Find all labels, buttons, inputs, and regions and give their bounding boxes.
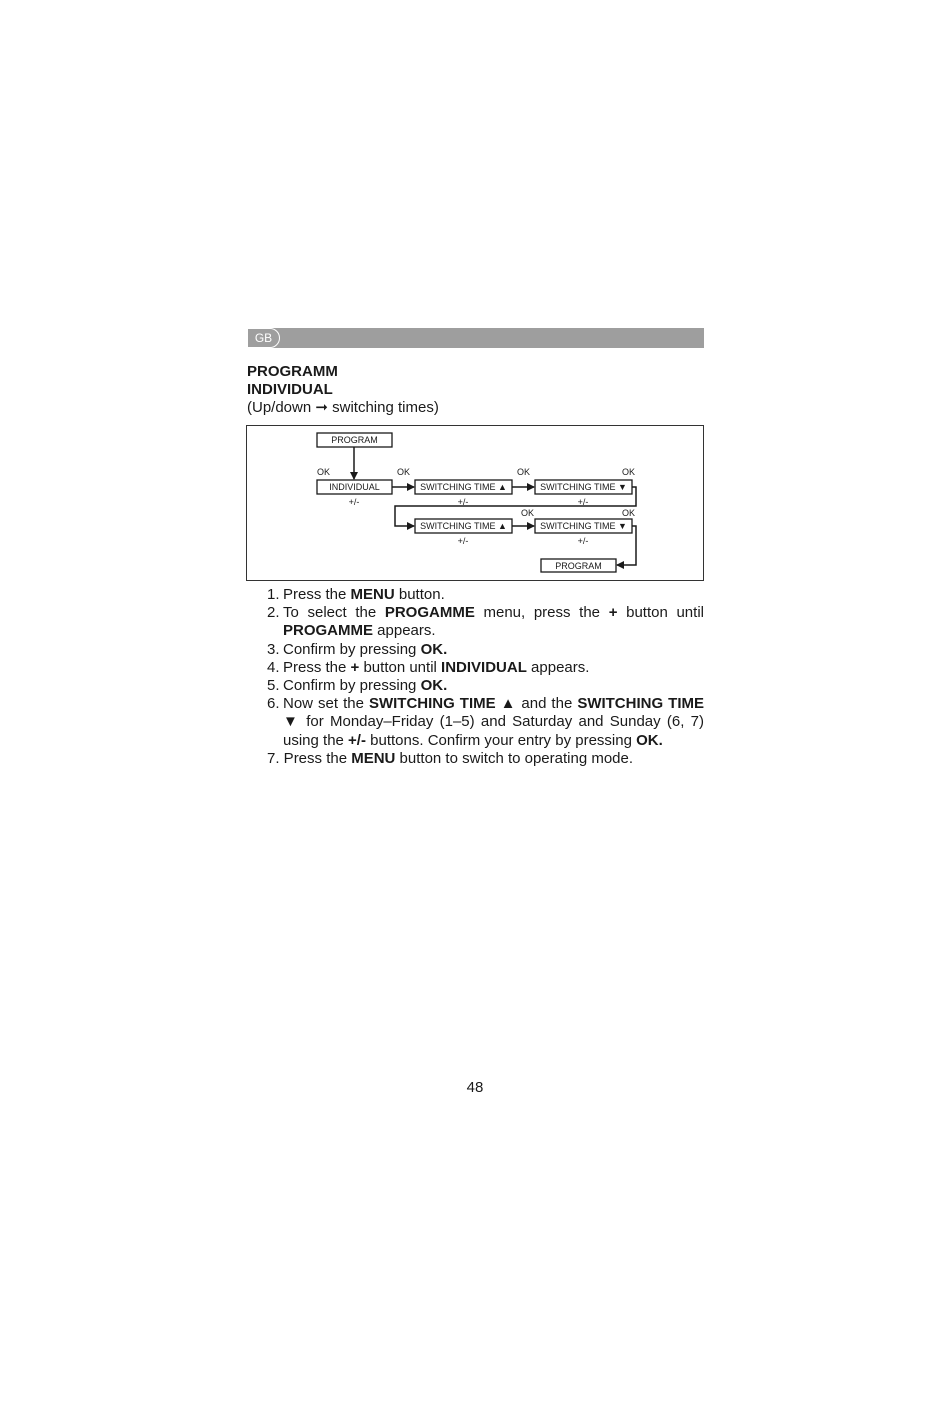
right-arrow-icon: ➞ (315, 399, 328, 416)
ok-label: OK (397, 467, 411, 477)
ok-label: OK (521, 508, 535, 518)
section-title-line1: PROGRAMM (247, 363, 338, 380)
program-flow-diagram (246, 425, 704, 581)
step-6: 6. Now set the SWITCHING TIME ▲ and the SWITCHING TIME ▼ for Monday–Friday (1–5) and Saturday and Sunday (6, 7) using the +/- buttons. Confirm your entry by pressing OK. (267, 695, 705, 749)
switching-up-label-row2: SWITCHING TIME ▲ (420, 521, 507, 531)
ok-label: OK (622, 508, 636, 518)
step-7: 7. Press the MENU button to switch to operating mode. (267, 749, 634, 767)
step-4: 4. Press the + button until INDIVIDUAL appears. (267, 658, 590, 676)
program-bottom-label: PROGRAM (555, 561, 602, 571)
page-number: 48 (466, 1079, 484, 1096)
plusminus-label: +/- (457, 497, 469, 507)
step-5: 5. Confirm by pressing OK. (267, 677, 448, 695)
language-badge: GB (247, 328, 280, 348)
step-1: 1. Press the MENU button. (267, 586, 445, 603)
switching-up-label-row1: SWITCHING TIME ▲ (420, 482, 507, 492)
plusminus-label: +/- (348, 497, 360, 507)
instruction-list (247, 586, 704, 768)
plusminus-label: +/- (577, 536, 589, 546)
section-title-line2: INDIVIDUAL (247, 381, 333, 398)
switching-down-label-row1: SWITCHING TIME ▼ (540, 482, 627, 492)
program-top-label: PROGRAM (331, 435, 378, 445)
ok-label: OK (517, 467, 531, 477)
header-bar (247, 328, 704, 348)
step-3: 3. Confirm by pressing OK. (267, 640, 448, 658)
step-2: 2. To select the PROGAMME menu, press the + button until PROGAMME appears. (267, 604, 704, 640)
plusminus-label: +/- (577, 497, 589, 507)
section-subtitle: (Up/down ➞ switching times) (247, 399, 439, 416)
ok-label: OK (317, 467, 331, 477)
plusminus-label: +/- (457, 536, 469, 546)
ok-label: OK (622, 467, 636, 477)
individual-label: INDIVIDUAL (329, 482, 380, 492)
switching-down-label-row2: SWITCHING TIME ▼ (540, 521, 627, 531)
flow-diagram-svg (247, 426, 705, 582)
